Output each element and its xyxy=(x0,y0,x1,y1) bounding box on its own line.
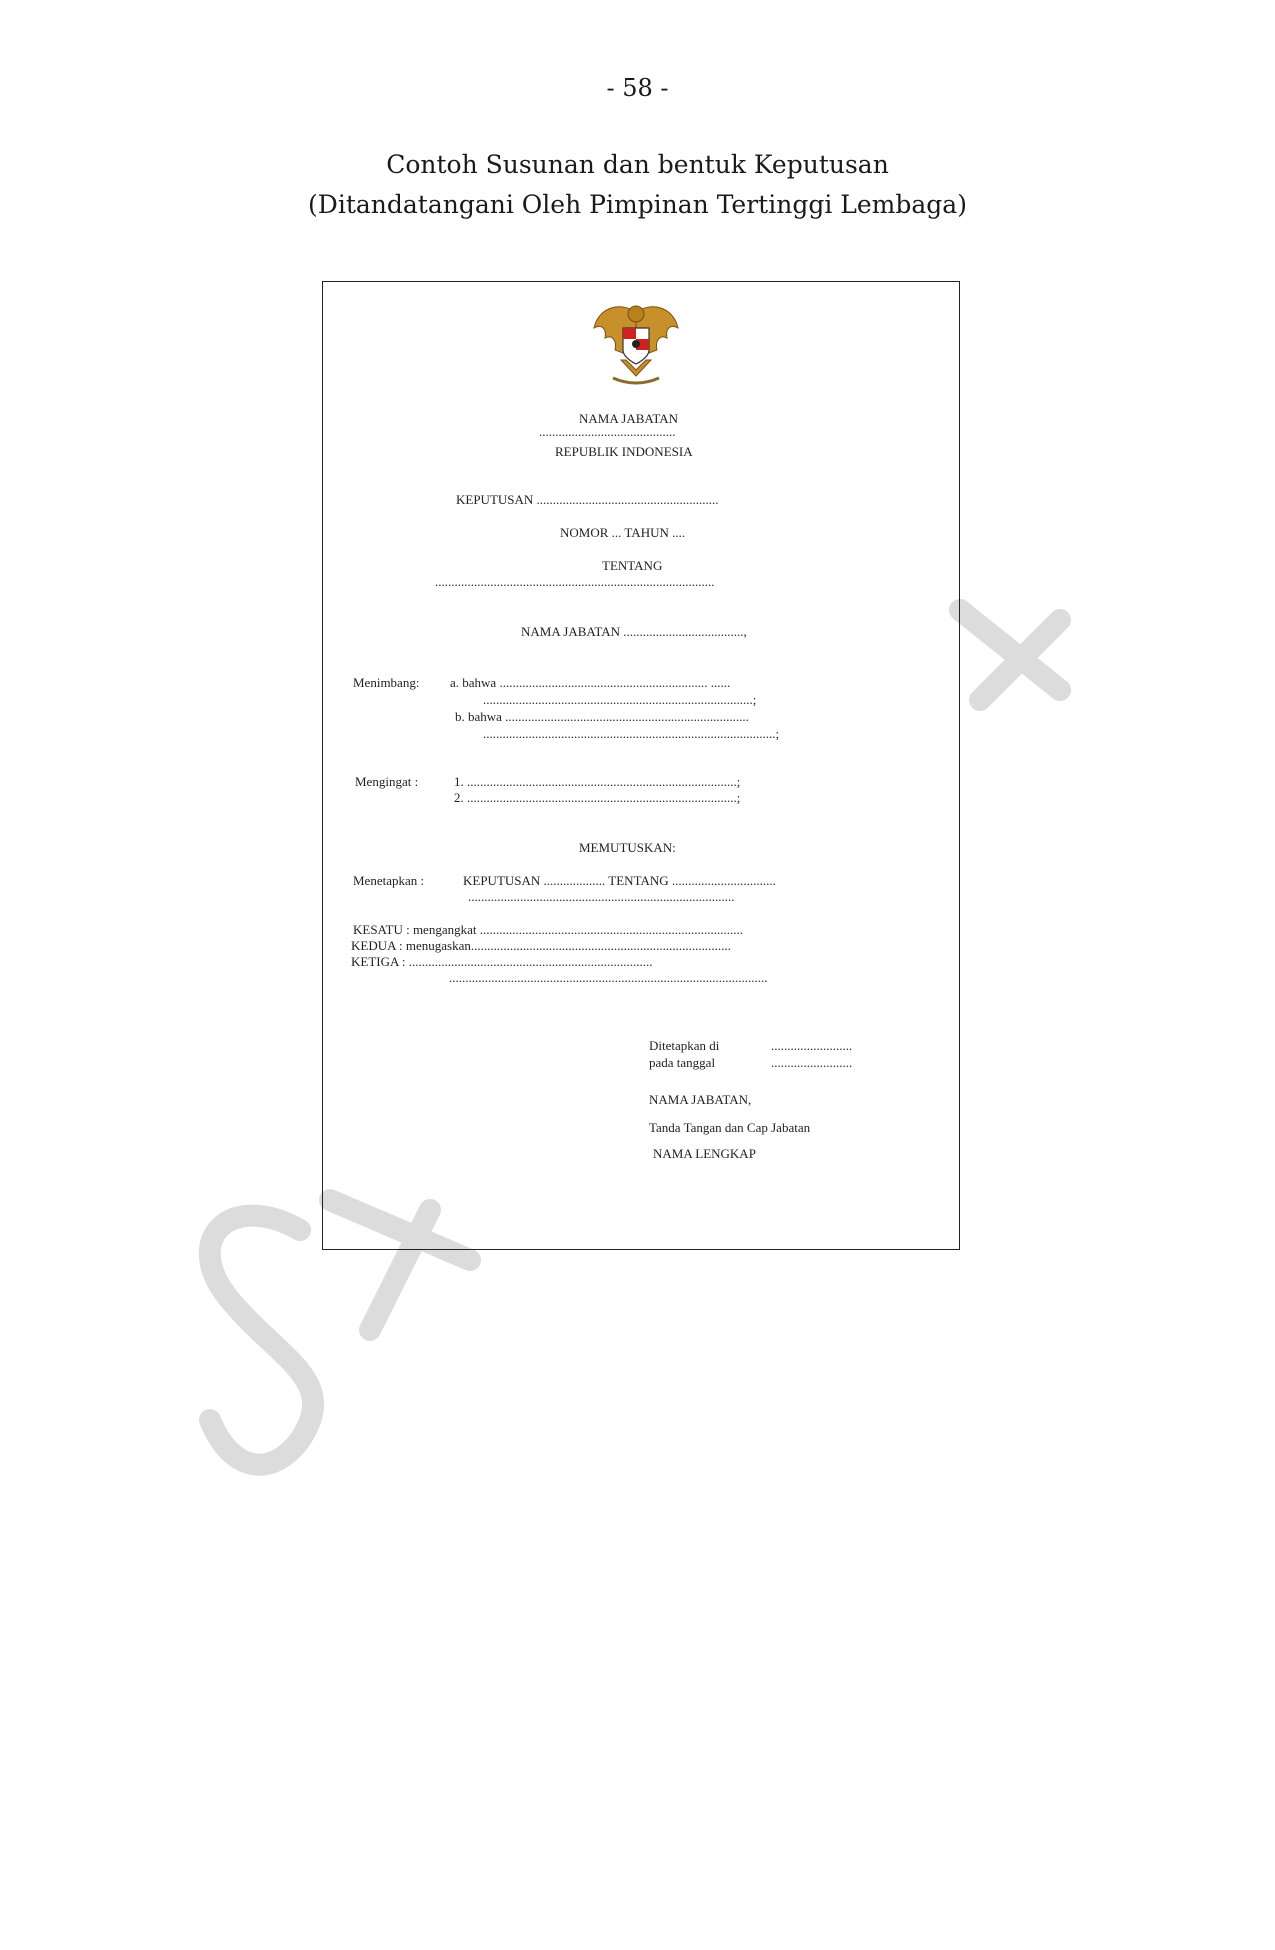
republic-label: REPUBLIK INDONESIA xyxy=(555,444,693,459)
established-at-label: Ditetapkan di xyxy=(649,1038,720,1053)
establish-text: KEPUTUSAN ................... TENTANG ................................ xyxy=(463,873,776,888)
position-title-body: NAMA JABATAN ....................................., xyxy=(521,624,747,639)
considering-label: Menimbang: xyxy=(353,675,420,690)
considering-b: b. bahwa ........................................................................... xyxy=(455,709,749,724)
article-third: KETIGA : ........................................................................... xyxy=(351,954,653,969)
considering-a-cont: ...................................................................................; xyxy=(483,692,757,707)
deciding-label: MEMUTUSKAN: xyxy=(579,840,676,855)
signature-stamp-label: Tanda Tangan dan Cap Jabatan xyxy=(649,1120,811,1135)
heading-line-1: Contoh Susunan dan bentuk Keputusan xyxy=(386,150,889,179)
recalling-1: 1. ...................................................................................; xyxy=(454,774,741,789)
decree-label: KEPUTUSAN ........................................................ xyxy=(456,492,719,507)
established-at-dots: ......................... xyxy=(771,1038,853,1053)
subject-label: TENTANG xyxy=(602,558,663,573)
sample-decree-frame xyxy=(322,281,960,1250)
number-year-label: NOMOR ... TAHUN .... xyxy=(560,525,686,540)
establish-cont: .................................................................................. xyxy=(468,889,735,904)
considering-a: a. bahwa ................................................................ ...... xyxy=(450,675,731,690)
position-title: NAMA JABATAN xyxy=(579,411,678,426)
recalling-2: 2. ...................................................................................; xyxy=(454,790,741,805)
position-dots: .......................................... xyxy=(539,424,676,439)
article-first: KESATU : mengangkat ................................................................................. xyxy=(353,922,743,937)
signatory-position: NAMA JABATAN, xyxy=(649,1092,752,1107)
recalling-label: Mengingat : xyxy=(355,774,419,789)
page-number: - 58 - xyxy=(606,74,669,102)
article-second: KEDUA : menugaskan................................................................................ xyxy=(351,938,731,953)
date-label: pada tanggal xyxy=(649,1055,716,1070)
date-dots: ......................... xyxy=(771,1055,853,1070)
considering-b-cont: ..........................................................................................; xyxy=(483,726,780,741)
garuda-emblem-icon xyxy=(591,298,681,390)
subject-dots: ...................................................................................... xyxy=(435,574,715,589)
article-third-cont: .................................................................................................. xyxy=(449,970,768,985)
heading-line-2: (Ditandatangani Oleh Pimpinan Tertinggi Lembaga) xyxy=(308,190,967,219)
establish-label: Menetapkan : xyxy=(353,873,425,888)
signatory-full-name: NAMA LENGKAP xyxy=(653,1146,756,1161)
